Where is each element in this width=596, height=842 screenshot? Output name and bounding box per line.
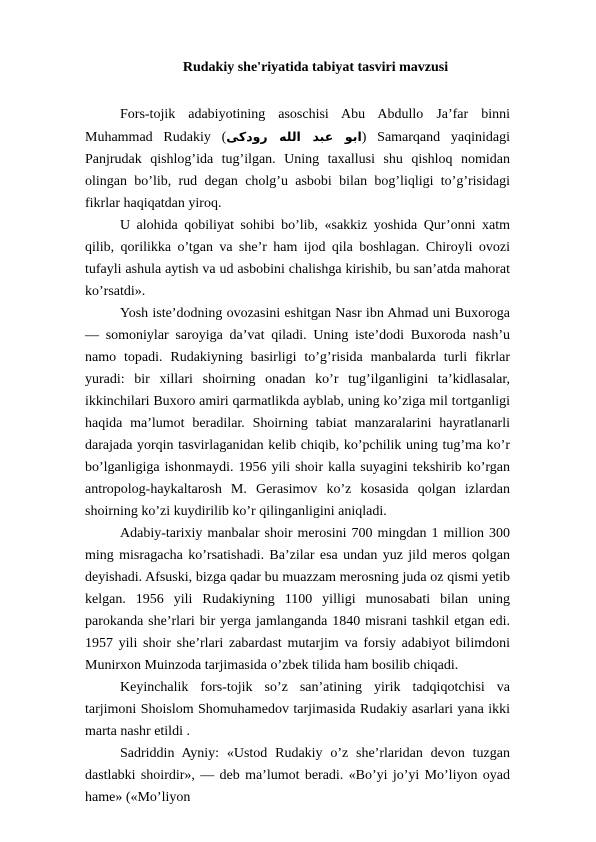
paragraph-2: U alohida qobiliyat sohibi bo’lib, «sakkiz yoshida Qur’onni xatm qilib, qorilikka o’tgan va she’r ham ijod qila boshlagan. Chiroyli ovozi tufayli ashula aytish va ud asbobini chalishga kirishib, bu san’atda mahorat ko’rsatdi». <box>85 218 510 299</box>
document-body <box>85 104 510 809</box>
paragraph-5: Keyinchalik fors-tojik so’z san’atining yirik tadqiqotchisi va tarjimoni Shoislom Shomuhamedov tarjimasida Rudakiy asarlari yana ikki marta nashr etildi . <box>85 680 510 739</box>
paragraph-6: Sadriddin Ayniy: «Ustod Rudakiy o’z she’rlaridan devon tuzgan dastlabki shoirdir», — deb ma’lumot beradi. «Bo’yi jo’yi Mo’liyon oyad hame» («Mo’liyon <box>85 746 510 805</box>
arabic-name-rudakiy: ابو عبد الله رودکی <box>226 129 362 144</box>
paragraph-4: Adabiy-tarixiy manbalar shoir merosini 700 mingdan 1 million 300 ming misragacha ko’rsatishadi. Ba’zilar esa undan yuz jild meros qolgan deyishadi. Afsuski, bizga qadar bu muazzam merosning juda oz qismi yetib kelgan. 1956 yili Rudakiyning 1100 yilligi munosabati bilan uning parokanda she’rlari bir yerga jamlanganda 1840 misrani tashkil etgan edi. 1957 yili shoir she’rlari zabardast mutarjim va forsiy adabiyot bilimdoni Munirxon Muinzoda tarjimasida o’zbek tilida ham bosilib chiqadi. <box>85 526 510 673</box>
paragraph-1 <box>85 104 510 215</box>
document-title: Rudakiy she'riyatida tabiyat tasviri mavzusi <box>182 60 449 75</box>
paragraph-3: Yosh iste’dodning ovozasini eshitgan Nasr ibn Ahmad uni Buxoroga — somoniylar saroyiga da’vat qiladi. Uning iste’dodi Buxoroda nash’u namo topadi. Rudakiyning basirligi to’g’risida manbalarda turli fikrlar yuradi: bir xillari shoirning onadan ko’r tug’ilganligini ta’kidlasalar, ikkinchilari Buxoro amiri qarmatlikda ayblab, uning ko’ziga mil tortganligi haqida ma’lumot beradilar. Shoirning tabiat manzaralarini hayratlanarli darajada yorqin tasvirlaganidan kelib chiqib, ko’pchilik uning tug’ma ko’r bo’lganligiga ishonmaydi. 1956 yili shoir kalla suyagini tekshirib ko’rgan antropolog-haykaltarosh M. Gerasimov ko’z kosasida qolgan izlardan shoirning ko’zi kuydirilib ko’r qilinganligini aniqladi. <box>85 306 510 519</box>
paragraph-1-text-start: Fors-tojik adabiyotining asoschisi Abu Abdullo Ja’far binni Muhammad Rudakiy ( <box>85 107 510 145</box>
paragraph-1-text-end: ) Samarqand yaqinidagi Panjrudak qishlog’ida tug’ilgan. Uning taxallusi shu qishloq nomidan olingan bo’lib, rud degan cholg’u asbobi bilan bog’liqligi to’g’risidagi fikrlar haqiqatdan yiroq. <box>85 130 510 211</box>
